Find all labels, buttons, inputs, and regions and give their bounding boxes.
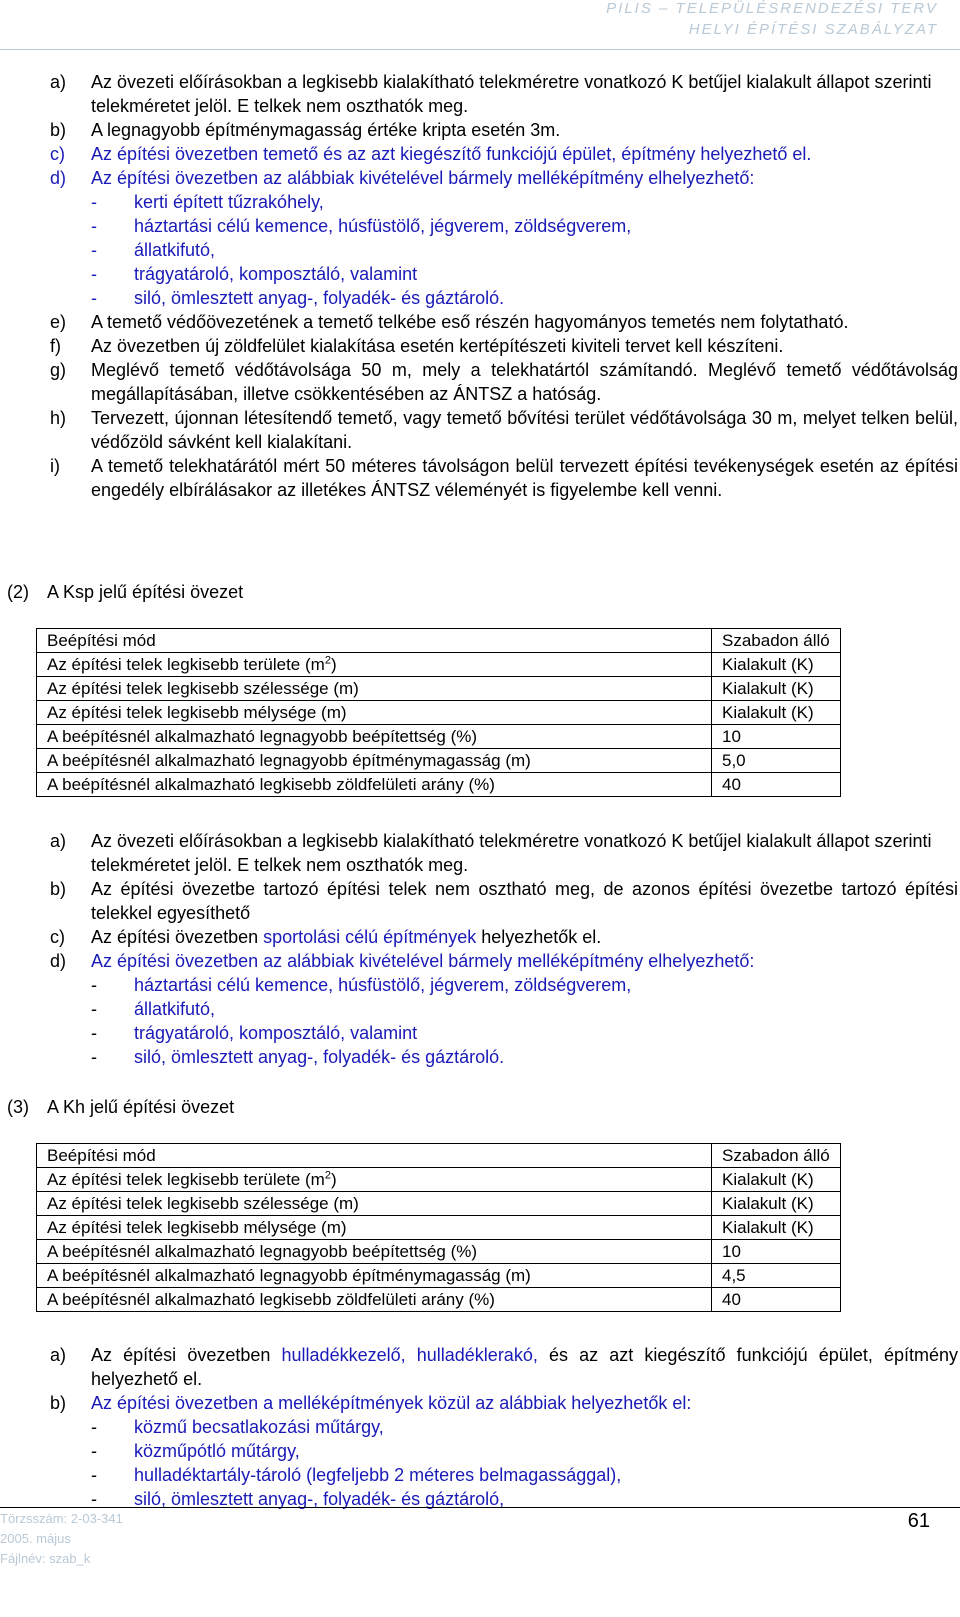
header-divider (0, 49, 960, 50)
list-item: b) Az építési övezetbe tartozó építési telek nem osztható meg, de azonos építési övezetbe tartozó építési telekkel egyesíthető (50, 879, 958, 923)
list-item: h) Tervezett, újonnan létesítendő temető, vagy temető bővítési terület védőtávolsága 30 m, melyet telken belül, védőzöld sávként kell kialakítani. (50, 408, 958, 452)
sub-list-item: - közmű becsatlakozási műtárgy, (91, 1417, 384, 1437)
table-row: Az építési telek legkisebb mélysége (m) Kialakult (K) (37, 701, 841, 725)
sub-list-item: - trágyatároló, komposztáló, valamint (91, 264, 418, 284)
sub-list-item: - háztartási célú kemence, húsfüstölő, jégverem, zöldségverem, (91, 975, 632, 995)
page-number: 61 (907, 1510, 930, 1532)
section-heading-ksp: (2) A Ksp jelű építési övezet (7, 582, 244, 602)
list-item: a) Az övezeti előírásokban a legkisebb kialakítható telekméretre vonatkozó K betűjel kialakult állapot szerinti telekméretet jelöl. E telkek nem oszthatók meg. (50, 831, 932, 875)
table-row: Az építési telek legkisebb szélessége (m) Kialakult (K) (37, 1192, 841, 1216)
cemetery-zone-rules (0, 70, 960, 502)
list-item: g) Meglévő temető védőtávolsága 50 m, mely a telekhatártól számítandó. Meglévő temető védőtávolság megállapításában, illetve csökkentésében az ÁNTSZ a hatóság. (50, 360, 958, 404)
list-item: c) Az építési övezetben temető és az azt kiegészítő funkciójú épület, építmény helyezhető el. (50, 144, 812, 164)
list-item: d) Az építési övezetben az alábbiak kivételével bármely melléképítmény elhelyezhető: (50, 168, 755, 188)
table-row: A beépítésnél alkalmazható legnagyobb beépítettség (%) 10 (37, 725, 841, 749)
table-row: Az építési telek legkisebb mélysége (m) Kialakult (K) (37, 1216, 841, 1240)
header-title: PILIS – TELEPÜLÉSRENDEZÉSI TERV (606, 0, 938, 17)
sub-list-item: - háztartási célú kemence, húsfüstölő, jégverem, zöldségverem, (91, 216, 632, 236)
footer-document-number: Törzsszám: 2-03-341 (0, 1511, 123, 1526)
sub-list-item: - siló, ömlesztett anyag-, folyadék- és gáztároló, (91, 1489, 505, 1509)
sub-list-item: - állatkifutó, (91, 240, 216, 260)
sub-list-item: - közműpótló műtárgy, (91, 1441, 300, 1461)
table-row: A beépítésnél alkalmazható legnagyobb beépítettség (%) 10 (37, 1240, 841, 1264)
table-row: A beépítésnél alkalmazható legkisebb zöldfelületi arány (%) 40 (37, 773, 841, 797)
sub-list-item: - trágyatároló, komposztáló, valamint (91, 1023, 418, 1043)
list-item: e) A temető védőövezetének a temető telkébe eső részén hagyományos temetés nem folytatható. (50, 312, 849, 332)
table-row: A beépítésnél alkalmazható legnagyobb építménymagasság (m) 4,5 (37, 1264, 841, 1288)
list-item: f) Az övezetben új zöldfelület kialakítása esetén kertépítészeti kiviteli tervet kell készíteni. (50, 336, 784, 356)
table-row: Az építési telek legkisebb területe $(m^2)$ Kialakult (K) (37, 1168, 841, 1192)
table-row: Az építési telek legkisebb területe $(m^2)$ Kialakult (K) (37, 653, 841, 677)
list-item: b) Az építési övezetben a melléképítmények közül az alábbiak helyezhetők el: (50, 1393, 692, 1413)
section-heading-kh: (3) A Kh jelű építési övezet (7, 1097, 235, 1117)
table-row: Beépítési mód Szabadon álló (37, 629, 841, 653)
sub-list-item: - siló, ömlesztett anyag-, folyadék- és gáztároló. (91, 288, 505, 308)
list-item: a) Az övezeti előírásokban a legkisebb kialakítható telekméretre vonatkozó K betűjel kialakult állapot szerinti telekméretet jelöl. E telkek nem oszthatók meg. (50, 72, 932, 116)
ksp-zone-rules (0, 829, 960, 1069)
kh-zone-table (36, 1143, 841, 1312)
table-row: A beépítésnél alkalmazható legnagyobb építménymagasság (m) 5,0 (37, 749, 841, 773)
table-row: A beépítésnél alkalmazható legkisebb zöldfelületi arány (%) 40 (37, 1288, 841, 1312)
list-item: c) Az építési övezetben sportolási célú építmények helyezhetők el. (50, 927, 602, 947)
footer-divider (0, 1507, 960, 1508)
list-item: d) Az építési övezetben az alábbiak kivételével bármely melléképítmény elhelyezhető: (50, 951, 755, 971)
sub-list-item: - hulladéktartály-tároló (legfeljebb 2 méteres belmagassággal), (91, 1465, 622, 1485)
table-row: Beépítési mód Szabadon álló (37, 1144, 841, 1168)
list-item: a) Az építési övezetben hulladékkezelő, hulladéklerakó, és az azt kiegészítő funkciójú épület, építmény helyezhető el. (50, 1345, 959, 1389)
table-row: Az építési telek legkisebb szélessége (m) Kialakult (K) (37, 677, 841, 701)
kh-zone-rules (0, 1343, 960, 1511)
footer-date: 2005. május (0, 1531, 71, 1546)
list-item: b) A legnagyobb építménymagasság értéke kripta esetén 3m. (50, 120, 561, 140)
sub-list-item: - siló, ömlesztett anyag-, folyadék- és gáztároló. (91, 1047, 505, 1067)
list-item: i) A temető telekhatárától mért 50 méteres távolságon belül tervezett építési tevékenységek esetén az építési engedély elbírálásakor az illetékes ÁNTSZ véleményét is figyelembe kell venni. (50, 456, 958, 500)
sub-list-item: - állatkifutó, (91, 999, 216, 1019)
header-subtitle: HELYI ÉPÍTÉSI SZABÁLYZAT (688, 21, 938, 38)
sub-list-item: - kerti épített tűzrakóhely, (91, 192, 324, 212)
ksp-zone-table (36, 628, 841, 797)
footer-filename: Fájlnév: szab_k (0, 1551, 91, 1566)
